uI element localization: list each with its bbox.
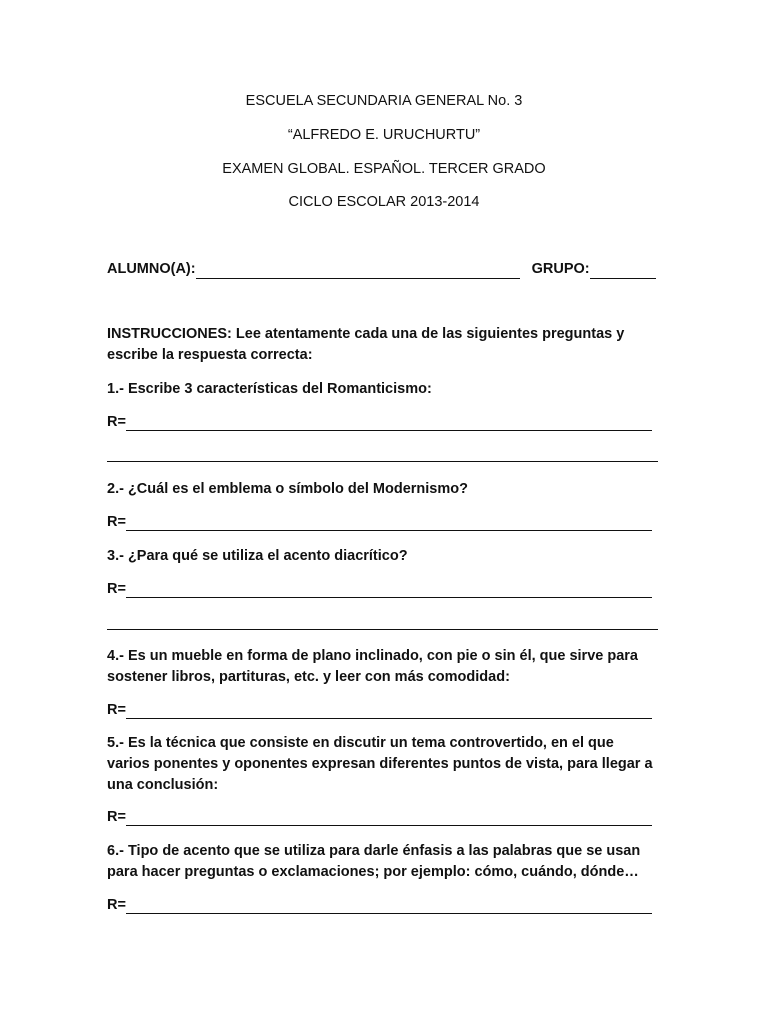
answer-6: [107, 896, 652, 914]
answer-3: [107, 580, 652, 598]
answer-4: [107, 701, 652, 719]
answer-blank[interactable]: [126, 899, 652, 914]
answer-blank[interactable]: [126, 811, 652, 826]
answer-blank[interactable]: [126, 704, 652, 719]
answer-label: R=: [107, 897, 126, 913]
question-1: 1.- Escribe 3 características del Romanticismo:: [107, 381, 432, 397]
question-4: 4.- Es un mueble en forma de plano inclinado, con pie o sin él, que sirve para sostener libros, partituras, etc. y leer con más comodidad:: [107, 648, 638, 685]
answer-label: R=: [107, 809, 126, 825]
answer-blank[interactable]: [126, 583, 652, 598]
question-2: 2.- ¿Cuál es el emblema o símbolo del Modernismo?: [107, 481, 468, 497]
question-6: 6.- Tipo de acento que se utiliza para darle énfasis a las palabras que se usan para hacer preguntas o exclamaciones; por ejemplo: cómo, cuándo, dónde…: [107, 843, 641, 880]
answer-label: R=: [107, 702, 126, 718]
exam-title: EXAMEN GLOBAL. ESPAÑOL. TERCER GRADO: [222, 161, 546, 177]
answer-label: R=: [107, 514, 126, 530]
school-cycle: CICLO ESCOLAR 2013-2014: [288, 194, 480, 210]
student-info-row: [107, 259, 667, 279]
question-3: 3.- ¿Para qué se utiliza el acento diacrítico?: [107, 548, 408, 564]
school-heading: ESCUELA SECUNDARIA GENERAL No. 3: [245, 93, 523, 109]
question-5: 5.- Es la técnica que consiste en discutir un tema controvertido, en el que varios ponentes y oponentes expresan diferentes puntos de vista, para llegar a una conclusión:: [107, 735, 653, 793]
answer-blank[interactable]: [126, 516, 652, 531]
answer-1-extra-blank[interactable]: [107, 461, 658, 462]
group-label: GRUPO:: [531, 261, 590, 277]
student-name-blank[interactable]: [196, 263, 520, 279]
answer-blank[interactable]: [126, 416, 652, 431]
answer-5: [107, 808, 652, 826]
answer-1: [107, 413, 652, 431]
answer-label: R=: [107, 414, 126, 430]
answer-2: [107, 513, 652, 531]
instructions-text: INSTRUCCIONES: Lee atentamente cada una de las siguientes preguntas y escribe la respuesta correcta:: [107, 326, 625, 363]
answer-label: R=: [107, 581, 126, 597]
answer-3-extra-blank[interactable]: [107, 629, 658, 630]
school-name: “ALFREDO E. URUCHURTU”: [287, 127, 481, 143]
group-blank[interactable]: [590, 263, 656, 279]
student-name-label: ALUMNO(A):: [107, 261, 196, 277]
